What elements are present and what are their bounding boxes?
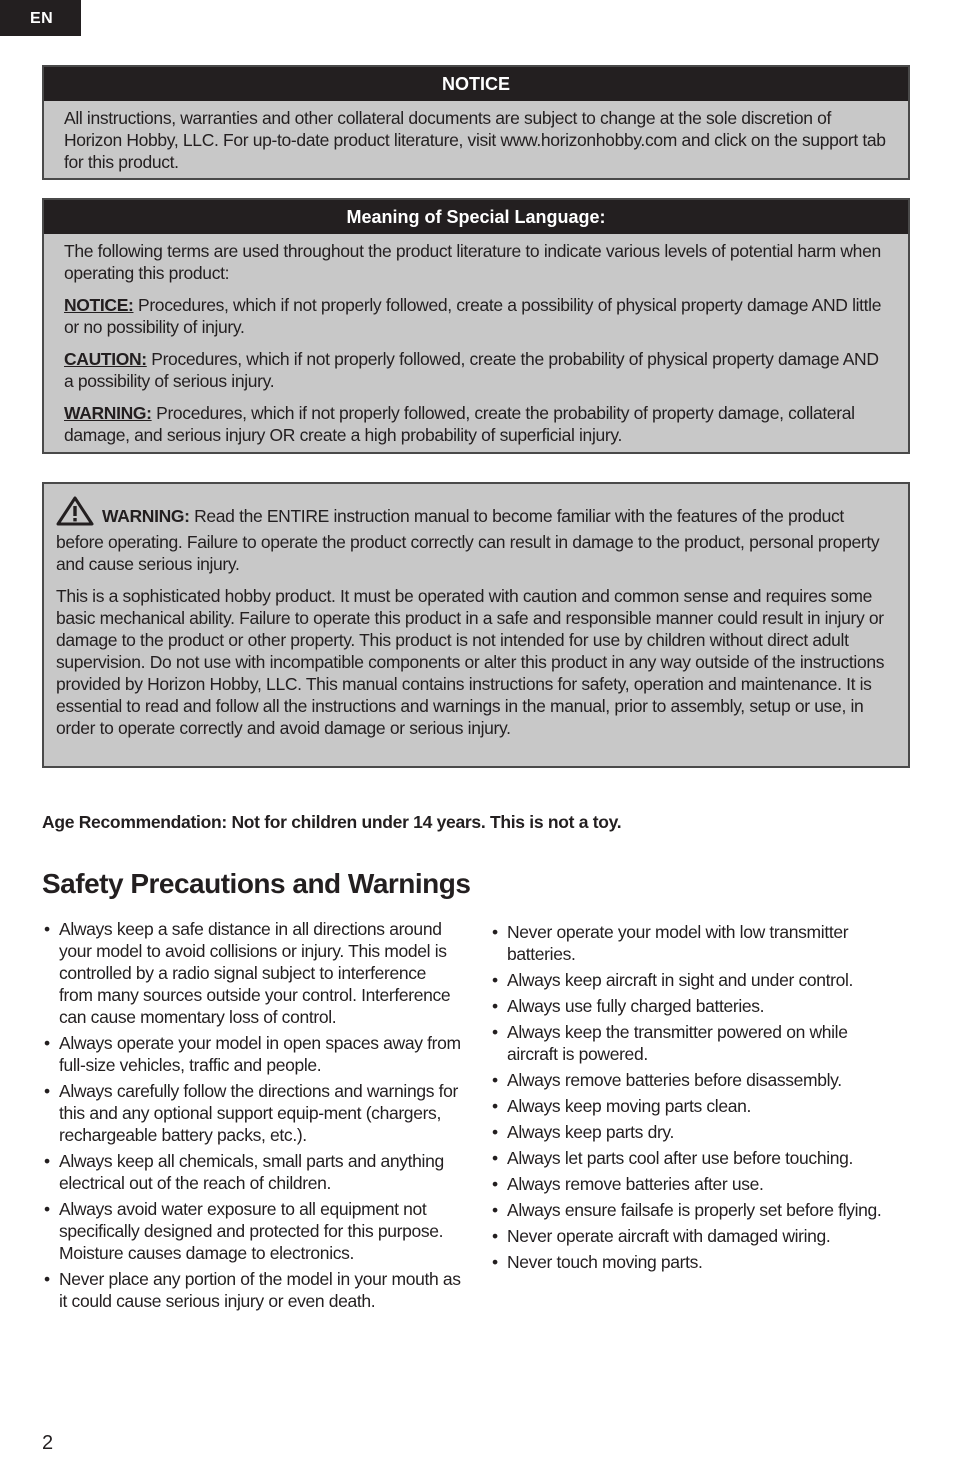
list-item: • Always let parts cool after use before touching. xyxy=(490,1147,900,1169)
term-caution-label: CAUTION: xyxy=(64,349,147,369)
list-item: • Always keep aircraft in sight and under control. xyxy=(490,969,900,991)
term-notice-label: NOTICE: xyxy=(64,295,134,315)
special-language-box xyxy=(42,198,910,454)
list-item: • Never touch moving parts. xyxy=(490,1251,900,1273)
age-recommendation: Age Recommendation: Not for children under 14 years. This is not a toy. xyxy=(42,812,622,832)
term-warning-label: WARNING: xyxy=(64,403,152,423)
list-item: • Always keep parts dry. xyxy=(490,1121,900,1143)
safety-title: Safety Precautions and Warnings xyxy=(42,868,471,899)
list-item: • Never place any portion of the model in your mouth as it could cause serious injury or even death. xyxy=(42,1268,464,1312)
special-language-heading: Meaning of Special Language: xyxy=(44,200,908,234)
special-language-intro: The following terms are used throughout the product literature to indicate various levels of potential harm when operating this product: xyxy=(64,241,881,283)
list-item: • Always ensure failsafe is properly set before flying. xyxy=(490,1199,900,1221)
list-item: • Always avoid water exposure to all equipment not specifically designed and protected for this purpose. Moisture causes damage to electronics. xyxy=(42,1198,464,1264)
list-item: • Never operate your model with low transmitter batteries. xyxy=(490,921,900,965)
term-caution-text: Procedures, which if not properly followed, create the probability of physical property damage AND a possibility of serious injury. xyxy=(64,349,879,391)
list-item: • Always keep the transmitter powered on while aircraft is powered. xyxy=(490,1021,900,1065)
warning-intro xyxy=(56,496,890,575)
list-item: • Never operate aircraft with damaged wiring. xyxy=(490,1225,900,1247)
term-notice xyxy=(64,294,888,338)
list-item: • Always operate your model in open spaces away from full-size vehicles, traffic and people. xyxy=(42,1032,464,1076)
list-item: • Always keep a safe distance in all directions around your model to avoid collisions or injury. This model is controlled by a radio signal subject to interference from many sources outside your control. Interference can cause momentary loss of control. xyxy=(42,918,464,1028)
notice-box xyxy=(42,65,910,180)
list-item: • Always carefully follow the directions and warnings for this and any optional support equip-ment (chargers, rechargeable battery packs, etc.). xyxy=(42,1080,464,1146)
language-tab: EN xyxy=(0,0,81,36)
warning-text: Read the ENTIRE instruction manual to become familiar with the features of the product before operating. Failure to operate the product correctly can result in damage to the product, personal property and cause serious injury. xyxy=(56,506,880,574)
notice-heading: NOTICE xyxy=(44,67,908,101)
term-caution xyxy=(64,348,888,392)
term-warning-text: Procedures, which if not properly followed, create the probability of property damage, collateral damage, and serious injury OR create a high probability of superficial injury. xyxy=(64,403,855,445)
page-number: 2 xyxy=(42,1432,54,1454)
safety-list-right xyxy=(490,921,900,1277)
warning-paragraph: This is a sophisticated hobby product. It must be operated with caution and common sense and requires some basic mechanical ability. Failure to operate this product in a safe and responsible manner could result in injury or damage to the product or other property. This product is not intended for use by children without direct adult supervision. Do not use with incompatible components or alter this product in any way outside of the instructions provided by Horizon Hobby, LLC. This manual contains instructions for safety, operation and maintenance. It is essential to read and follow all the instructions and warnings in the manual, prior to assembly, setup or use, in order to operate correctly and avoid damage or serious injury. xyxy=(56,586,885,738)
warning-label: WARNING: xyxy=(102,506,190,526)
safety-list-left xyxy=(42,918,464,1316)
notice-body: All instructions, warranties and other collateral documents are subject to change at the sole discretion of Horizon Hobby, LLC. For up-to-date product literature, visit www.horizonhobby.com and click on the support tab for this product. xyxy=(64,108,886,172)
warning-triangle-icon xyxy=(56,496,94,531)
term-notice-text: Procedures, which if not properly followed, create a possibility of physical property damage AND little or no possibility of injury. xyxy=(64,295,882,337)
list-item: • Always keep all chemicals, small parts and anything electrical out of the reach of children. xyxy=(42,1150,464,1194)
warning-box xyxy=(42,482,910,768)
term-warning xyxy=(64,402,888,446)
list-item: • Always remove batteries after use. xyxy=(490,1173,900,1195)
list-item: • Always keep moving parts clean. xyxy=(490,1095,900,1117)
list-item: • Always use fully charged batteries. xyxy=(490,995,900,1017)
list-item: • Always remove batteries before disassembly. xyxy=(490,1069,900,1091)
